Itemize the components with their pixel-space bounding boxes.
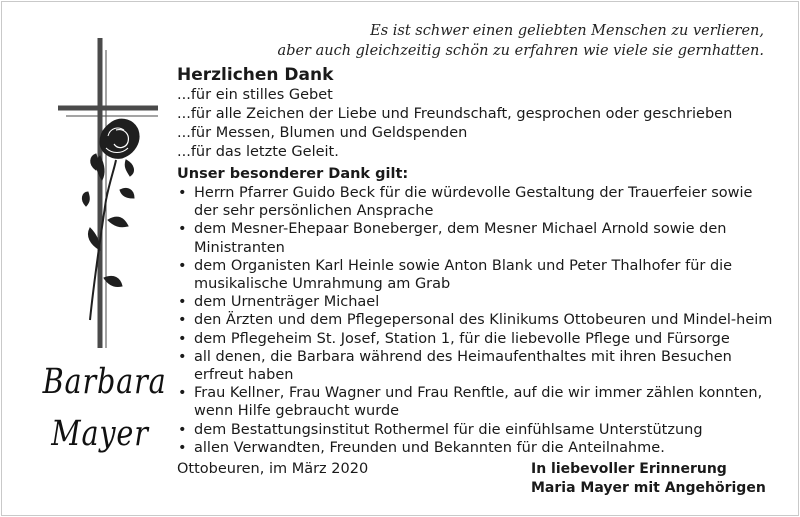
place-date: Ottobeuren, im März 2020: [177, 461, 369, 477]
deceased-last-name: Mayer: [51, 414, 149, 454]
list-item: • dem Bestattungsinstitut Rothermel für die einfühlsame Unterstützung: [177, 421, 777, 439]
list-item: • allen Verwandten, Freunden und Bekannten für die Anteilnahme.: [177, 439, 777, 457]
list-item: • Frau Kellner, Frau Wagner und Frau Renftle, auf die wir immer zählen konnten, wenn Hilfe gebraucht wurde: [177, 384, 777, 420]
list-item: • den Ärzten und dem Pflegepersonal des Klinikums Ottobeuren und Mindel-heim: [177, 311, 777, 329]
cross-with-rose-icon: [30, 30, 160, 360]
thanks-content: [177, 64, 777, 457]
list-item: • dem Mesner-Ehepaar Boneberger, dem Mesner Michael Arnold sowie den Ministranten: [177, 220, 777, 256]
special-thanks-heading: Unser besonderer Dank gilt:: [177, 166, 409, 182]
signature-block: [531, 460, 766, 498]
list-item: • dem Pflegeheim St. Josef, Station 1, für die liebevolle Pflege und Fürsorge: [177, 330, 777, 348]
thanks-item: ...für alle Zeichen der Liebe und Freundschaft, gesprochen oder geschrieben: [177, 106, 733, 122]
motto-line-1: Es ist schwer einen geliebten Menschen zu verlieren,: [370, 23, 764, 39]
special-thanks-list: [177, 184, 777, 457]
signature-line-2: Maria Mayer mit Angehörigen: [531, 480, 766, 496]
page-title: Herzlichen Dank: [177, 65, 334, 85]
list-item: • dem Organisten Karl Heinle sowie Anton Blank und Peter Thalhofer für die musikalische Umrahmung am Grab: [177, 257, 777, 293]
motto-quote: [204, 21, 764, 61]
thanks-list: [177, 86, 777, 162]
signature-line-1: In liebevoller Erinnerung: [531, 461, 727, 477]
thanks-item: ...für das letzte Geleit.: [177, 144, 339, 160]
deceased-first-name: Barbara: [42, 362, 167, 402]
thanks-item: ...für ein stilles Gebet: [177, 87, 333, 103]
list-item: • all denen, die Barbara während des Heimaufenthaltes mit ihren Besuchen erfreut haben: [177, 348, 777, 384]
thanks-item: ...für Messen, Blumen und Geldspenden: [177, 125, 468, 141]
motto-line-2: aber auch gleichzeitig schön zu erfahren wie viele sie gernhatten.: [277, 43, 764, 59]
list-item: • Herrn Pfarrer Guido Beck für die würdevolle Gestaltung der Trauerfeier sowie der sehr persönlichen Ansprache: [177, 184, 777, 220]
rose-icon: [82, 119, 139, 320]
list-item: • dem Urnenträger Michael: [177, 293, 777, 311]
